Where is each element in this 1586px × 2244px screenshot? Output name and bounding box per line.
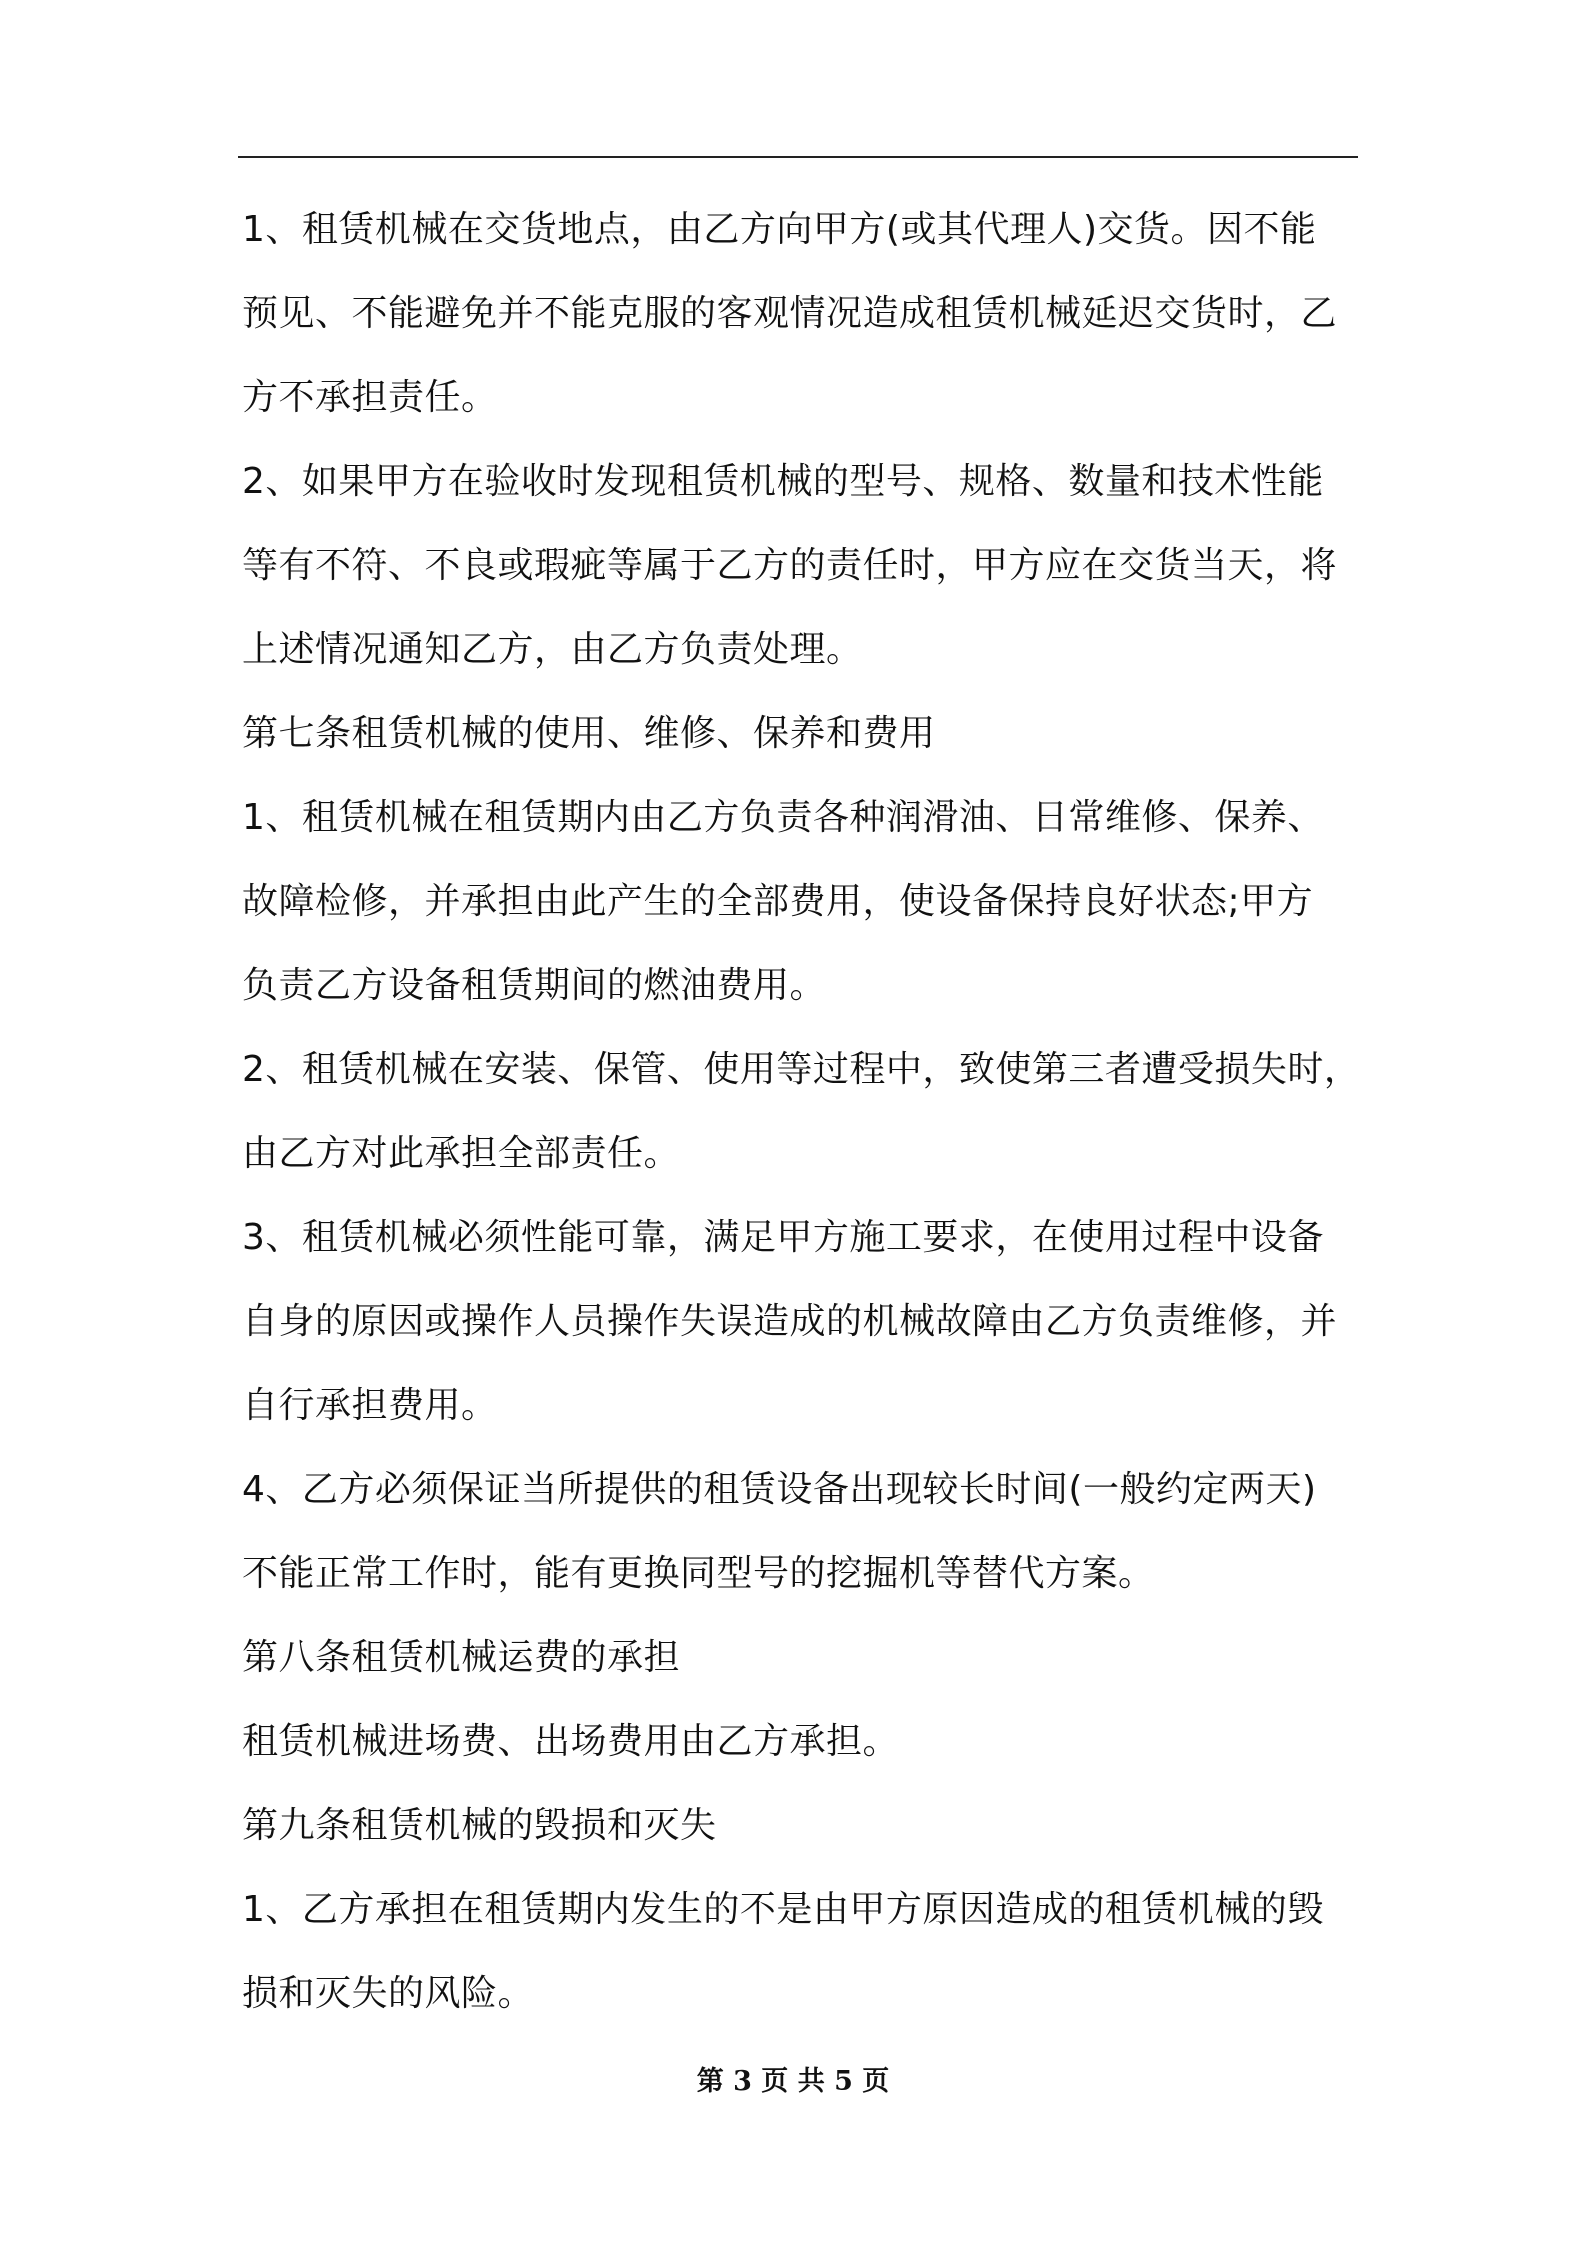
- text-line: 不能正常工作时，能有更换同型号的挖掘机等替代方案。: [242, 1553, 1155, 1594]
- text-line: 1、租赁机械在交货地点，由乙方向甲方(或其代理人)交货。因不能: [242, 209, 1317, 250]
- text-line: 自身的原因或操作人员操作失误造成的机械故障由乙方负责维修，并: [242, 1301, 1338, 1342]
- text-line: 1、租赁机械在租赁期内由乙方负责各种润滑油、日常维修、保养、: [242, 797, 1324, 838]
- section-heading: 第七条租赁机械的使用、维修、保养和费用: [242, 713, 936, 754]
- text-line: 负责乙方设备租赁期间的燃油费用。: [242, 965, 827, 1006]
- section-heading: 第九条租赁机械的毁损和灭失: [242, 1805, 717, 1846]
- text-line: 1、乙方承担在租赁期内发生的不是由甲方原因造成的租赁机械的毁: [242, 1889, 1324, 1930]
- text-line: 损和灭失的风险。: [242, 1973, 535, 2014]
- text-line: 故障检修，并承担由此产生的全部费用，使设备保持良好状态;甲方: [242, 881, 1314, 922]
- document-body: [242, 188, 1372, 2036]
- text-line: 自行承担费用。: [242, 1385, 498, 1426]
- text-line: 租赁机械进场费、出场费用由乙方承担。: [242, 1721, 900, 1762]
- text-line: 由乙方对此承担全部责任。: [242, 1133, 681, 1174]
- text-line: 4、乙方必须保证当所提供的租赁设备出现较长时间(一般约定两天): [242, 1469, 1317, 1510]
- text-line: 方不承担责任。: [242, 377, 498, 418]
- text-line: 等有不符、不良或瑕疵等属于乙方的责任时，甲方应在交货当天，将: [242, 545, 1338, 586]
- text-line: 上述情况通知乙方，由乙方负责处理。: [242, 629, 863, 670]
- header-rule: [238, 156, 1358, 158]
- text-line: 预见、不能避免并不能克服的客观情况造成租赁机械延迟交货时，乙: [242, 293, 1338, 334]
- section-heading: 第八条租赁机械运费的承担: [242, 1637, 681, 1678]
- text-line: 2、租赁机械在安装、保管、使用等过程中，致使第三者遭受损失时，: [242, 1049, 1361, 1090]
- text-line: 3、租赁机械必须性能可靠，满足甲方施工要求，在使用过程中设备: [242, 1217, 1324, 1258]
- text-line: 2、如果甲方在验收时发现租赁机械的型号、规格、数量和技术性能: [242, 461, 1324, 502]
- page-number-footer: 第 3 页 共 5 页: [696, 2066, 890, 2097]
